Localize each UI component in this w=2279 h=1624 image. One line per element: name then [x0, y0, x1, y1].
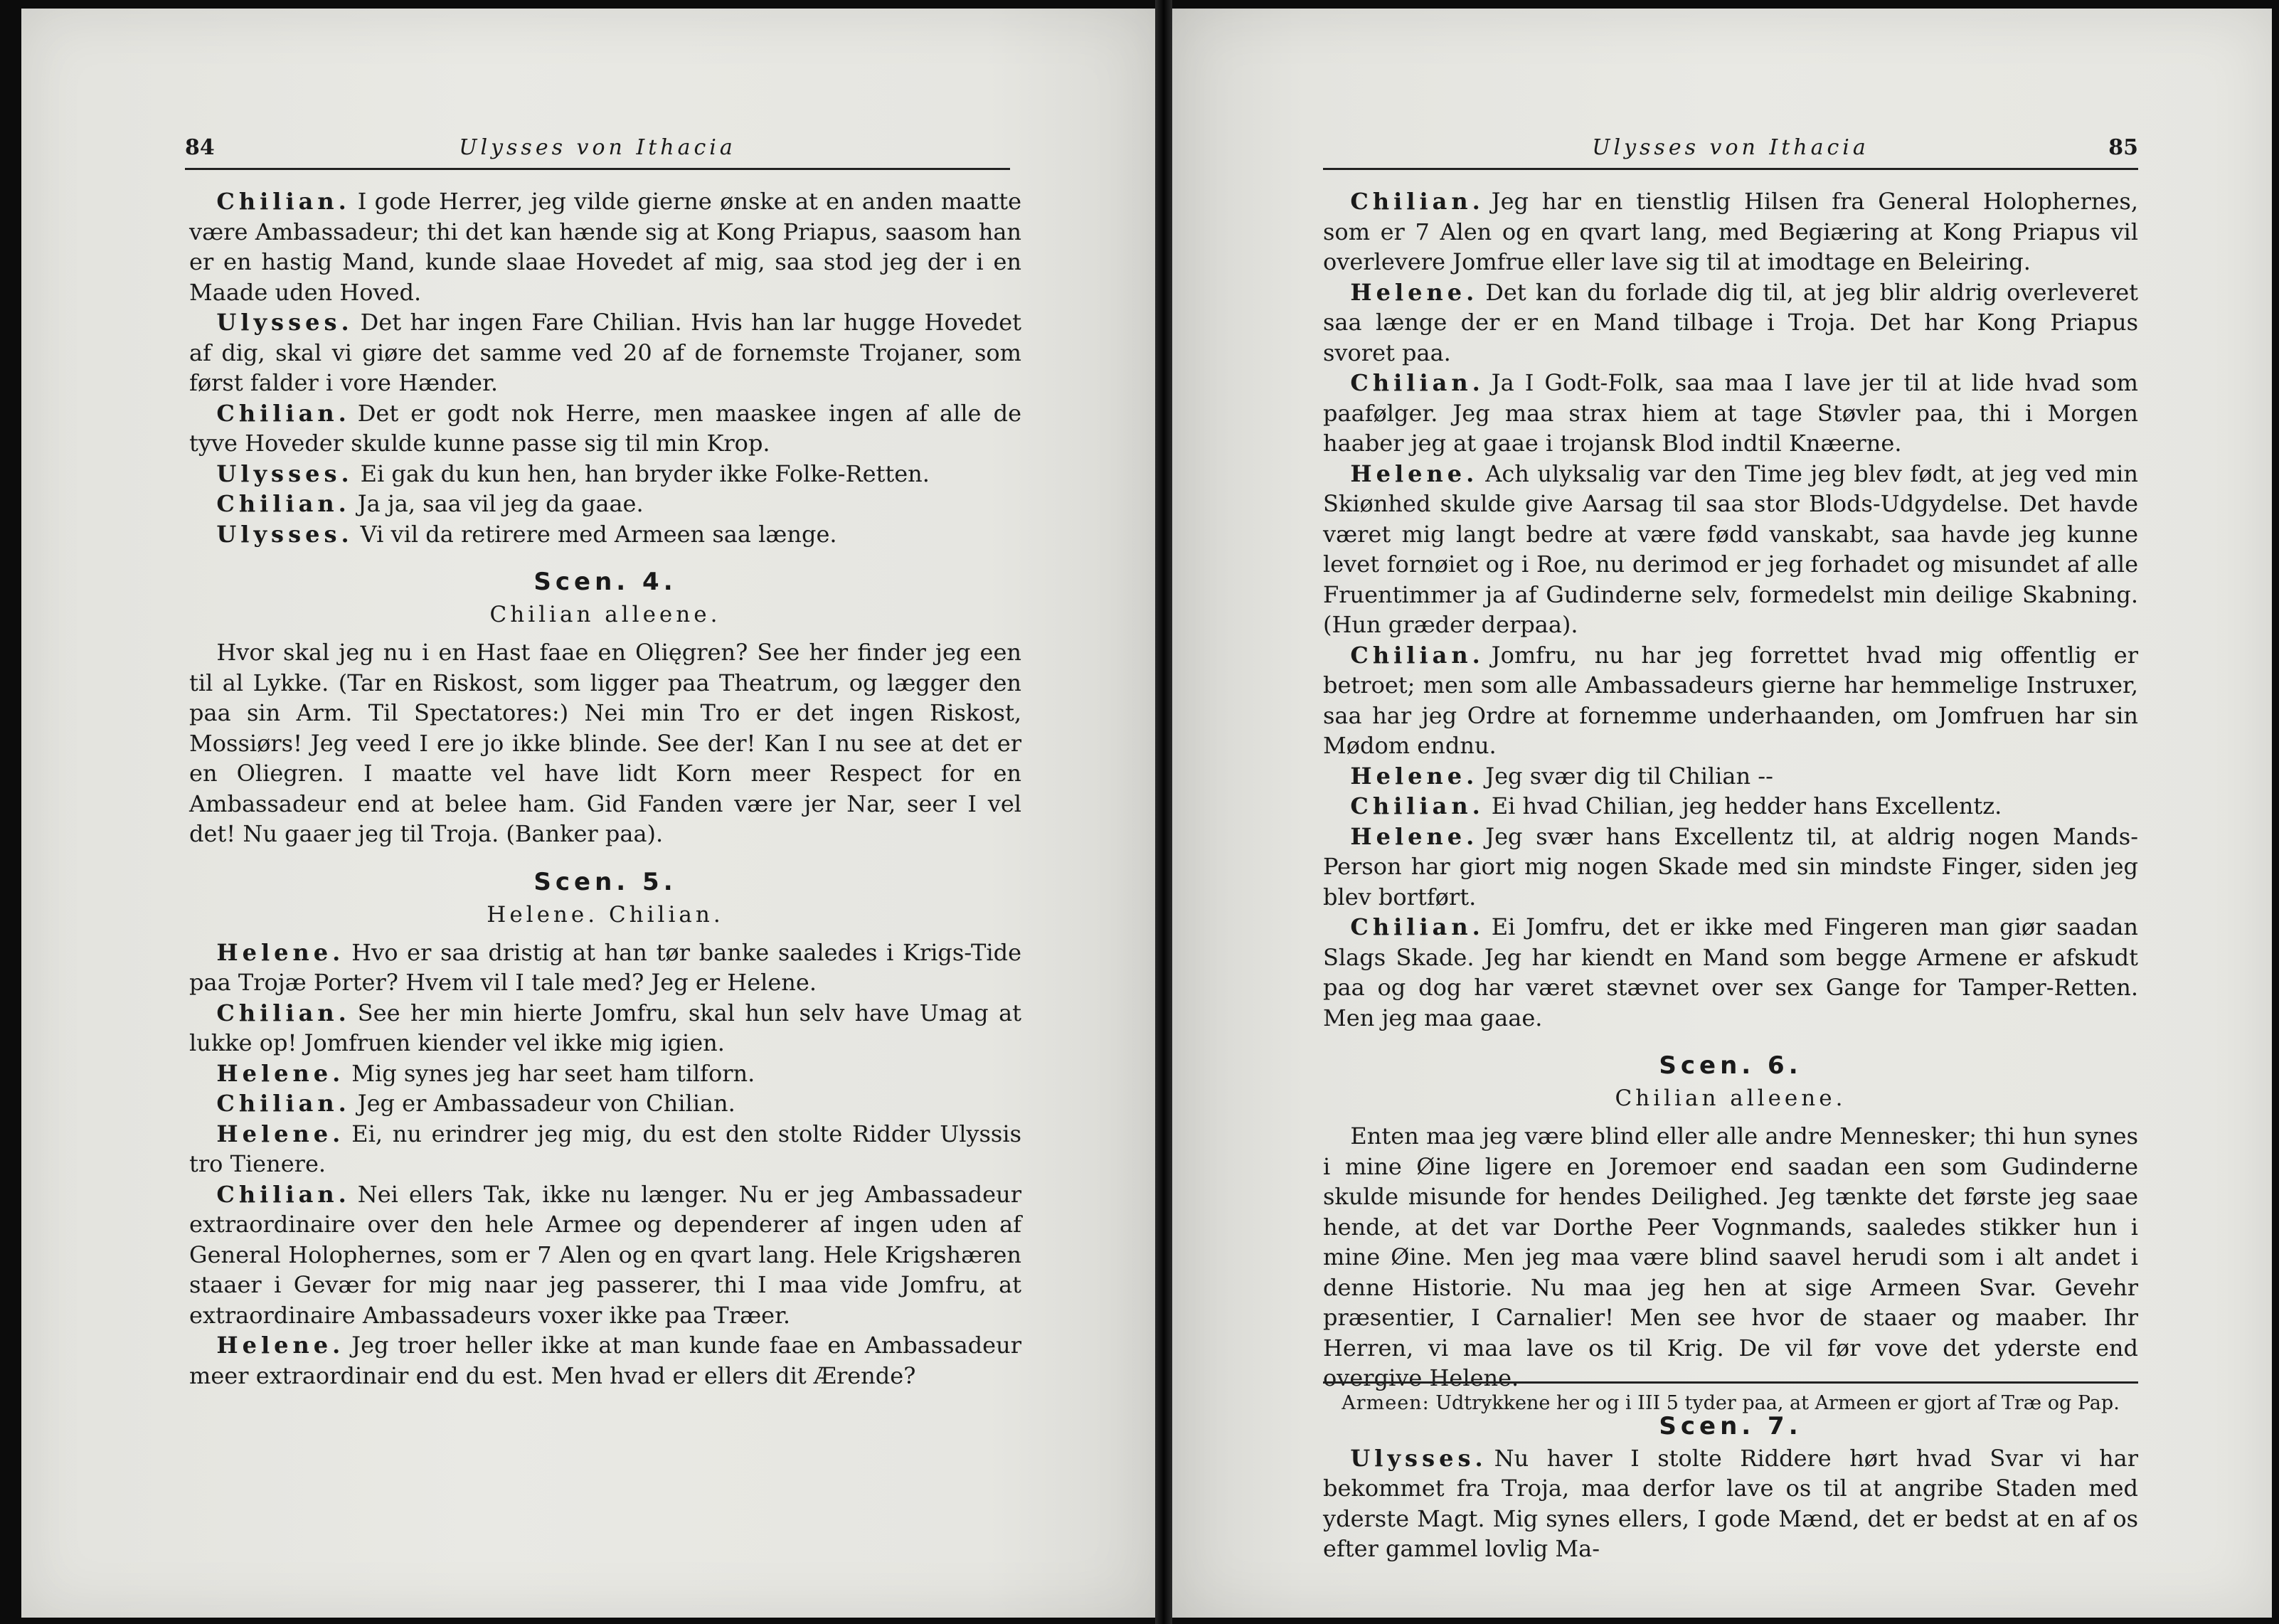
dialogue-paragraph [189, 1088, 1021, 1119]
dialogue-paragraph [189, 1119, 1021, 1179]
speaker-name: Chilian. [1350, 913, 1484, 940]
dialogue-text: Nei ellers Tak, ikke nu længer. Nu er jeg Ambassadeur extraordinaire over den hele Armee og dependerer af ingen uden af General Holophernes, som er 7 Alen og en qvart lang. Hele Krigshæren staaer i Gevær for mig naar jeg passerer, thi I maa vide Jomfru, at extraordinaire Ambassadeurs voxer ikke paa Træer. [189, 1180, 1021, 1329]
dialogue-text: Det er godt nok Herre, men maaskee ingen af alle de tyve Hoveder skulde kunne passe sig til min Krop. [189, 399, 1021, 457]
speaker-name: Helene. [1350, 762, 1479, 790]
scene-title: Scen. 4. [533, 568, 677, 596]
dialogue-text: Ei, nu erindrer jeg mig, du est den stolte Ridder Ulyssis tro Tienere. [189, 1120, 1021, 1177]
dialogue-paragraph [189, 1058, 1021, 1089]
speaker-name: Chilian. [216, 490, 351, 517]
dialogue-text: Ei gak du kun hen, han bryder ikke Folke-Retten. [360, 460, 930, 487]
dialogue-text: Ei Jomfru, det er ikke med Fingeren man giør saadan Slags Skade. Jeg har kiendt en Mand som begge Armene er afskudt paa og dog har været stævnet over sex Gange for Tamper-Retten. Men jeg maa gaae. [1323, 913, 2138, 1031]
left-page [21, 9, 1155, 1618]
speaker-name: Chilian. [216, 399, 351, 427]
right-page-text [1323, 186, 2138, 1564]
dialogue-text: See her min hierte Jomfru, skal hun selv have Umag at lukke op! Jomfruen kiender vel ikke mig igien. [189, 999, 1021, 1056]
speaker-name: Chilian. [1350, 641, 1484, 669]
dialogue-paragraph [1323, 761, 2138, 792]
footnote-label: Armeen: [1342, 1392, 1430, 1414]
dialogue-text: Jeg har en tienstlig Hilsen fra General Holophernes, som er 7 Alen og en qvart lang, med Begiæring at Kong Priapus vil overlevere Jomfrue eller lave sig til at imodtage en Beleiring. [1323, 188, 2138, 275]
dialogue-text: Vi vil da retirere med Armeen saa længe. [360, 520, 837, 548]
speaker-name: Ulysses. [216, 460, 354, 487]
dialogue-text: Det har ingen Fare Chilian. Hvis han lar hugge Hovedet af dig, skal vi giøre det samme ved 20 af de fornemste Trojaner, som først falder i vore Hænder. [189, 309, 1021, 396]
dialogue-paragraph [189, 489, 1021, 519]
scene-title: Scen. 7. [1659, 1411, 1802, 1440]
book-gutter [1155, 0, 1172, 1624]
left-running-head: Ulysses von Ithacia [459, 135, 736, 160]
dialogue-text: Ja ja, saa vil jeg da gaae. [357, 490, 644, 517]
dialogue-text: Ja I Godt-Folk, saa maa I lave jer til at lide hvad som paafølger. Jeg maa strax hiem at tage Støvler paa, thi i Morgen haaber jeg at gaae i trojansk Blod indtil Knæerne. [1323, 369, 2138, 457]
speaker-name: Helene. [216, 938, 345, 966]
dialogue-paragraph [1323, 277, 2138, 368]
speaker-name: Chilian. [216, 188, 351, 215]
dialogue-paragraph [1323, 1443, 2138, 1564]
speaker-name: Helene. [1350, 278, 1479, 306]
footnote-text: Udtrykkene her og i III 5 tyder paa, at Armeen er gjort af Træ og Pap. [1435, 1392, 2120, 1414]
dialogue-text: Enten maa jeg være blind eller alle andre Mennesker; thi hun synes i mine Øine ligere en Joremoer end saadan een som Gudinderne skulde misunde for hendes Deilighed. Jeg tænkte det første jeg saae hende, at det var Dorthe Peer Vognmands, saaledes stikker hun i mine Øine. Men jeg maa være blind saavel herudi som i alt andet i denne Historie. Nu maa jeg hen at sige Armeen Svar. Gevehr præsentier, I Carnalier! Men see hvor de staaer og maaber. Ihr Herren, vi maa lave os til Krig. De vil før vove det yderste end overgive Helene. [1323, 1123, 2138, 1391]
scene-title: Scen. 6. [1659, 1051, 1802, 1080]
dialogue-text: Det kan du forlade dig til, at jeg blir aldrig overleveret saa længe der er en Mand tilbage i Troja. Det har Kong Priapus svoret paa. [1323, 278, 2138, 366]
dialogue-text: Jeg troer heller ikke at man kunde faae en Ambassadeur meer extraordinair end du est. Men hvad er ellers dit Ærende? [189, 1332, 1021, 1389]
dialogue-paragraph [1323, 1121, 2138, 1394]
speaker-name: Helene. [216, 1059, 345, 1087]
footnote [1323, 1381, 2138, 1416]
dialogue-text: Hvo er saa dristig at han tør banke saaledes i Krigs-Tide paa Trojæ Porter? Hvem vil I tale med? Jeg er Helene. [189, 938, 1021, 996]
speaker-name: Chilian. [216, 999, 351, 1026]
dialogue-paragraph [189, 519, 1021, 550]
dialogue-text: Mig synes jeg har seet ham tilforn. [351, 1059, 755, 1087]
left-page-text [189, 186, 1021, 1391]
dialogue-paragraph [189, 459, 1021, 489]
speaker-name: Ulysses. [216, 520, 354, 548]
dialogue-text: Jomfru, nu har jeg forrettet hvad mig offentlig er betroet; men som alle Ambassadeurs gierne har hemmelige Instruxer, saa har jeg Ordre at fornemme underhaanden, om Jomfruen har sin Mødom endnu. [1323, 641, 2138, 759]
dialogue-paragraph [1323, 912, 2138, 1033]
dialogue-paragraph [189, 186, 1021, 307]
dialogue-paragraph [189, 1330, 1021, 1391]
scene-characters: Chilian alleene. [1615, 1086, 1847, 1111]
dialogue-text: Nu haver I stolte Riddere hørt hvad Svar vi har bekommet fra Troja, maa derfor lave os til at angribe Staden med yderste Magt. Mig synes ellers, I gode Mænd, det er bedst at en af os efter gammel lovlig Ma- [1323, 1444, 2138, 1562]
dialogue-text: Jeg svær dig til Chilian -- [1485, 762, 1773, 790]
dialogue-paragraph [189, 307, 1021, 398]
right-page [1172, 9, 2272, 1618]
dialogue-text: I gode Herrer, jeg vilde gierne ønske at en anden maatte være Ambassadeur; thi det kan hænde sig at Kong Priapus, saasom han er en hastig Mand, kunde slaae Hovedet af mig, saa stod jeg der i en Maade uden Hoved. [189, 188, 1021, 306]
dialogue-paragraph [1323, 822, 2138, 913]
dialogue-paragraph [1323, 791, 2138, 822]
dialogue-paragraph [189, 637, 1021, 849]
scene-characters: Helene. Chilian. [487, 901, 724, 928]
dialogue-text: Ei hvad Chilian, jeg hedder hans Excellentz. [1491, 792, 2002, 819]
right-page-number: 85 [2108, 135, 2138, 160]
scene-characters: Chilian alleene. [489, 602, 721, 627]
dialogue-text: Jeg svær hans Excellentz til, at aldrig nogen Mands-Person har giort mig nogen Skade med sin mindste Finger, siden jeg blev bortført. [1323, 822, 2138, 911]
dialogue-paragraph [189, 938, 1021, 998]
right-running-head: Ulysses von Ithacia [1592, 135, 1869, 160]
dialogue-text: Ach ulyksalig var den Time jeg blev født, at jeg ved min Skiønhed skulde give Aarsag til saa stor Blods-Udgydelse. Det havde været mig langt bedre at være fødd vanskabt, saa havde jeg kunne levet fornøiet og i Roe, nu derimod er jeg forhadet og misundet af alle Fruentimmer ja af Gudinderne selv, formedelst min deilige Skabning. (Hun græder derpaa). [1323, 460, 2138, 638]
dialogue-text: Jeg er Ambassadeur von Chilian. [357, 1090, 735, 1117]
dialogue-paragraph [1323, 186, 2138, 277]
dialogue-paragraph [189, 398, 1021, 459]
speaker-name: Chilian. [216, 1090, 351, 1117]
scene-heading [189, 565, 1021, 630]
scene-heading [189, 865, 1021, 930]
speaker-name: Chilian. [216, 1180, 351, 1208]
right-page-header [1323, 135, 2138, 170]
dialogue-paragraph [1323, 459, 2138, 640]
speaker-name: Ulysses. [1350, 1444, 1487, 1472]
speaker-name: Ulysses. [216, 309, 354, 336]
speaker-name: Helene. [216, 1332, 345, 1359]
dialogue-paragraph [1323, 368, 2138, 459]
speaker-name: Helene. [1350, 460, 1479, 487]
scene-heading [1323, 1049, 2138, 1114]
scene-title: Scen. 5. [533, 867, 677, 896]
left-page-header [185, 135, 1010, 170]
speaker-name: Chilian. [1350, 188, 1484, 215]
dialogue-paragraph [1323, 640, 2138, 761]
speaker-name: Chilian. [1350, 792, 1484, 819]
speaker-name: Helene. [1350, 822, 1479, 850]
speaker-name: Chilian. [1350, 369, 1484, 396]
dialogue-text: Hvor skal jeg nu i en Hast faae en Olięgren? See her finder jeg een til al Lykke. (Tar en Riskost, som ligger paa Theatrum, og lægger den paa sin Arm. Til Spectatores:) Nei min Tro er det ingen Riskost, Mossiørs! Jeg veed I ere jo ikke blinde. See der! Kan I nu see at det er en Oliegren. I maatte vel have lidt Korn meer Respect for en Ambassadeur end at belee ham. Gid Fanden være jer Nar, seer I vel det! Nu gaaer jeg til Troja. (Banker paa). [189, 639, 1021, 847]
speaker-name: Helene. [216, 1120, 345, 1147]
dialogue-paragraph [189, 1179, 1021, 1331]
left-page-number: 84 [185, 135, 215, 160]
dialogue-paragraph [189, 998, 1021, 1058]
